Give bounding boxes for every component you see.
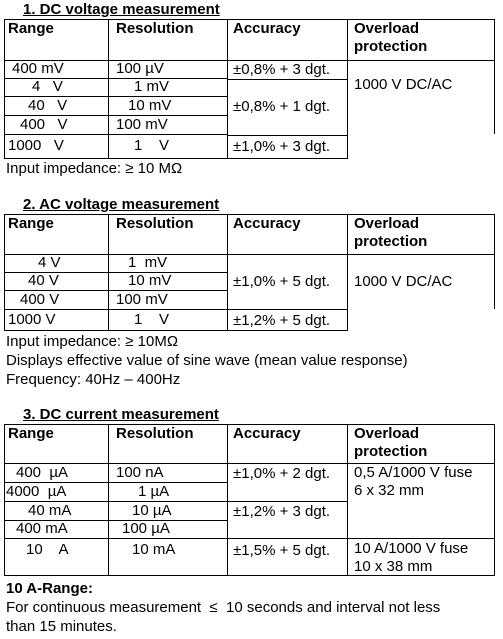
protection-cell: 6 x 32 mm xyxy=(354,482,425,499)
range-cell: 400 mV xyxy=(12,60,64,77)
table-border xyxy=(4,330,347,331)
resolution-cell: 10 mA xyxy=(132,541,176,558)
range-cell: 4000 µA xyxy=(6,483,67,500)
resolution-cell: 100 µV xyxy=(116,60,164,77)
dc-current-table xyxy=(4,424,495,576)
header-overload: Overload xyxy=(354,215,420,232)
table-border xyxy=(4,158,347,159)
table-border xyxy=(4,254,495,255)
header-accuracy: Accuracy xyxy=(233,215,301,232)
range-cell: 10 A xyxy=(26,541,69,558)
accuracy-cell: ±1,0% + 3 dgt. xyxy=(233,138,331,155)
header-resolution: Resolution xyxy=(116,425,194,442)
table-border xyxy=(4,19,5,159)
range-cell: 400 V xyxy=(20,291,60,308)
table-border xyxy=(347,19,348,159)
protection-cell: 1000 V DC/AC xyxy=(354,273,453,290)
range-cell: 400 V xyxy=(20,116,68,133)
table-border xyxy=(4,214,5,331)
resolution-cell: 1 mV xyxy=(134,78,170,95)
accuracy-cell: ±0,8% + 3 dgt. xyxy=(233,61,331,78)
accuracy-cell: ±1,2% + 5 dgt. xyxy=(233,312,331,329)
table-border xyxy=(494,19,495,134)
table-border xyxy=(4,309,347,310)
section-title-dc-current: 3. DC current measurement xyxy=(23,406,219,423)
table-border xyxy=(4,134,227,135)
dc-voltage-table xyxy=(4,19,495,159)
range-cell: 40 V xyxy=(28,97,68,114)
range-cell: 4 V xyxy=(32,78,63,95)
resolution-cell: 100 mV xyxy=(116,116,168,133)
note-text: Frequency: 40Hz – 400Hz xyxy=(6,371,181,388)
table-border xyxy=(227,135,347,136)
range-cell: 40 mA xyxy=(28,502,72,519)
header-protection: protection xyxy=(354,233,428,250)
table-border xyxy=(108,214,109,331)
table-border xyxy=(494,424,495,576)
protection-cell: 10 A/1000 V fuse xyxy=(354,540,469,557)
resolution-cell: 10 mV xyxy=(128,272,172,289)
header-accuracy: Accuracy xyxy=(233,20,301,37)
resolution-cell: 100 nA xyxy=(116,464,164,481)
range-cell: 1000 V xyxy=(8,311,56,328)
table-border xyxy=(4,424,5,576)
table-border xyxy=(108,424,109,576)
range-cell: 1000 V xyxy=(8,137,64,154)
header-protection: protection xyxy=(354,443,428,460)
table-border xyxy=(347,424,348,576)
resolution-cell: 1 µA xyxy=(138,483,170,500)
range-cell: 4 V xyxy=(38,254,61,271)
table-border xyxy=(227,214,228,331)
note-text: Displays effective value of sine wave (mean value response) xyxy=(6,352,408,369)
range-cell: 400 mA xyxy=(16,520,68,537)
table-border xyxy=(347,214,348,331)
protection-cell: 10 x 38 mm xyxy=(354,558,433,575)
resolution-cell: 1 V xyxy=(134,311,170,328)
header-range: Range xyxy=(8,215,54,232)
table-border xyxy=(494,214,495,309)
resolution-cell: 10 µA xyxy=(132,502,172,519)
protection-cell: 0,5 A/1000 V fuse xyxy=(354,464,473,481)
resolution-cell: 100 µA xyxy=(122,520,170,537)
header-resolution: Resolution xyxy=(116,215,194,232)
note-text: Input impedance: ≥ 10 MΩ xyxy=(6,160,183,177)
ac-voltage-table xyxy=(4,214,495,331)
resolution-cell: 1 V xyxy=(134,137,170,154)
note-text: Input impedance: ≥ 10MΩ xyxy=(6,333,179,350)
header-range: Range xyxy=(8,425,54,442)
footer-text: than 15 minutes. xyxy=(6,618,117,635)
accuracy-cell: ±1,0% + 2 dgt. xyxy=(233,465,331,482)
footer-text: For continuous measurement ≤ 10 seconds and interval not less xyxy=(6,599,441,616)
accuracy-cell: ±1,0% + 5 dgt. xyxy=(233,273,331,290)
resolution-cell: 1 mV xyxy=(128,254,168,271)
table-border xyxy=(4,538,495,539)
header-overload: Overload xyxy=(354,20,420,37)
table-border xyxy=(227,79,347,80)
header-range: Range xyxy=(8,20,54,37)
resolution-cell: 100 mV xyxy=(116,291,168,308)
footer-heading: 10 A-Range: xyxy=(6,580,93,597)
header-accuracy: Accuracy xyxy=(233,425,301,442)
resolution-cell: 10 mV xyxy=(128,97,172,114)
accuracy-cell: ±1,5% + 5 dgt. xyxy=(233,542,331,559)
header-overload: Overload xyxy=(354,425,420,442)
table-border xyxy=(108,19,109,159)
range-cell: 40 V xyxy=(28,272,59,289)
range-cell: 400 µA xyxy=(16,464,69,481)
section-title-dc-voltage: 1. DC voltage measurement xyxy=(23,1,220,18)
accuracy-cell: ±1,2% + 3 dgt. xyxy=(233,503,331,520)
header-protection: protection xyxy=(354,38,428,55)
protection-cell: 1000 V DC/AC xyxy=(354,76,453,93)
table-border xyxy=(227,19,228,159)
header-resolution: Resolution xyxy=(116,20,194,37)
section-title-ac-voltage: 2. AC voltage measurement xyxy=(23,196,220,213)
table-border xyxy=(227,424,228,576)
accuracy-cell: ±0,8% + 1 dgt. xyxy=(233,98,331,115)
